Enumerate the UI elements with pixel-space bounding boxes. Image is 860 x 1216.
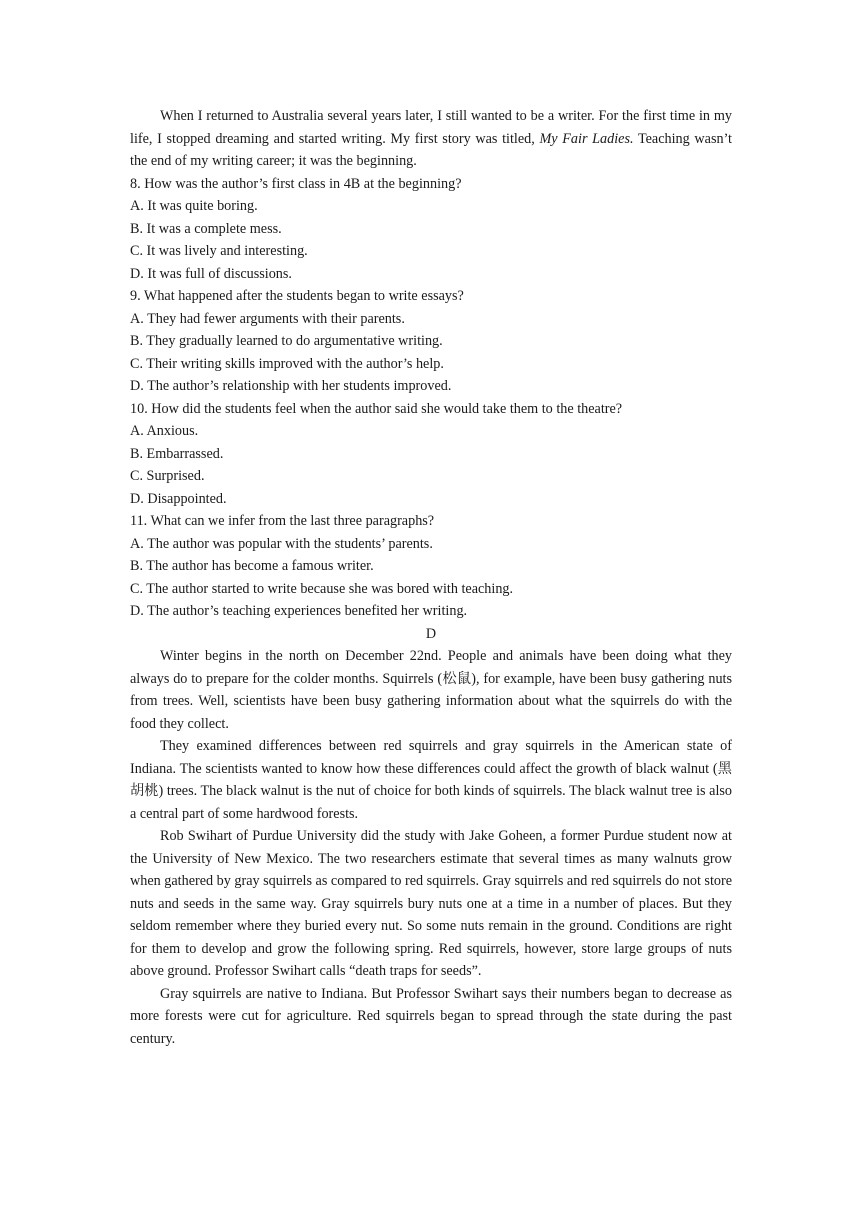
- question-option: B. It was a complete mess.: [130, 220, 282, 237]
- question-stem: 11. What can we infer from the last three paragraphs?: [130, 513, 435, 529]
- section-heading: D: [425, 625, 437, 642]
- passage-paragraph: Rob Swihart of Purdue University did the study with Jake Goheen, a former Purdue student now at the University of New Mexico. The two researchers estimate that several times as many walnuts grow when gathered by gray squirrels as compared to red squirrels. Gray squirrels and red squirrels do not store nuts and seeds in the same way. Gray squirrels bury nuts one at a time in a number of places. But they seldom remember where they buried every nut. So some nuts remain in the ground. Conditions are right for them to develop and grow the following spring. Red squirrels, however, store large groups of nuts above ground. Professor Swihart calls “death traps for seeds”.: [130, 828, 733, 979]
- intro-text-before-title: When I returned to Australia several years later, I still wanted to be a writer. For the first time in my life, I stopped dreaming and started writing. My first story was titled,: [130, 108, 732, 147]
- question-option: C. Their writing skills improved with the author’s help.: [130, 355, 444, 372]
- question-option: D. It was full of discussions.: [130, 265, 292, 282]
- document-page: [130, 105, 732, 1050]
- question-option: D. The author’s teaching experiences benefited her writing.: [130, 603, 468, 619]
- question-9: [130, 285, 732, 398]
- question-option: A. They had fewer arguments with their parents.: [130, 310, 405, 327]
- passage-paragraph: Gray squirrels are native to Indiana. But Professor Swihart says their numbers began to decrease as more forests were cut for agriculture. Red squirrels began to spread through the state during the past century.: [130, 985, 732, 1047]
- question-option: D. The author’s relationship with her students improved.: [130, 378, 452, 394]
- passage-paragraph: They examined differences between red squirrels and gray squirrels in the American state of Indiana. The scientists wanted to know how these differences could affect the growth of black walnut (黑胡桃) trees. The black walnut is the nut of choice for both kinds of squirrels. The black walnut tree is also a central part of some hardwood forests.: [130, 738, 732, 822]
- question-option: B. They gradually learned to do argumentative writing.: [130, 333, 443, 349]
- question-option: A. It was quite boring.: [130, 198, 258, 214]
- question-option: D. Disappointed.: [130, 490, 227, 507]
- question-option: B. The author has become a famous writer.: [130, 558, 374, 574]
- question-option: C. It was lively and interesting.: [130, 243, 308, 259]
- question-stem: 9. What happened after the students began to write essays?: [130, 288, 464, 304]
- passage-paragraph: Winter begins in the north on December 22nd. People and animals have been doing what they always do to prepare for the colder months. Squirrels (松鼠), for example, have been busy gathering nuts from trees. Well, scientists have been busy gathering information about what the squirrels do with the food they collect.: [130, 648, 732, 732]
- question-stem: 8. How was the author’s first class in 4B at the beginning?: [130, 175, 462, 192]
- question-8: [130, 173, 732, 286]
- question-10: [130, 398, 732, 511]
- intro-paragraph: [130, 105, 732, 173]
- question-option: A. Anxious.: [130, 423, 199, 439]
- question-option: C. Surprised.: [130, 468, 205, 484]
- question-option: C. The author started to write because she was bored with teaching.: [130, 580, 514, 597]
- question-option: A. The author was popular with the students’ parents.: [130, 535, 433, 552]
- question-11: [130, 510, 732, 623]
- story-title: My Fair Ladies.: [539, 130, 634, 147]
- intro-text-after-title: Teaching wasn’t the end of my writing career; it was the beginning.: [130, 130, 732, 169]
- question-stem: 10. How did the students feel when the author said she would take them to the theatre?: [130, 400, 623, 417]
- question-option: B. Embarrassed.: [130, 445, 224, 462]
